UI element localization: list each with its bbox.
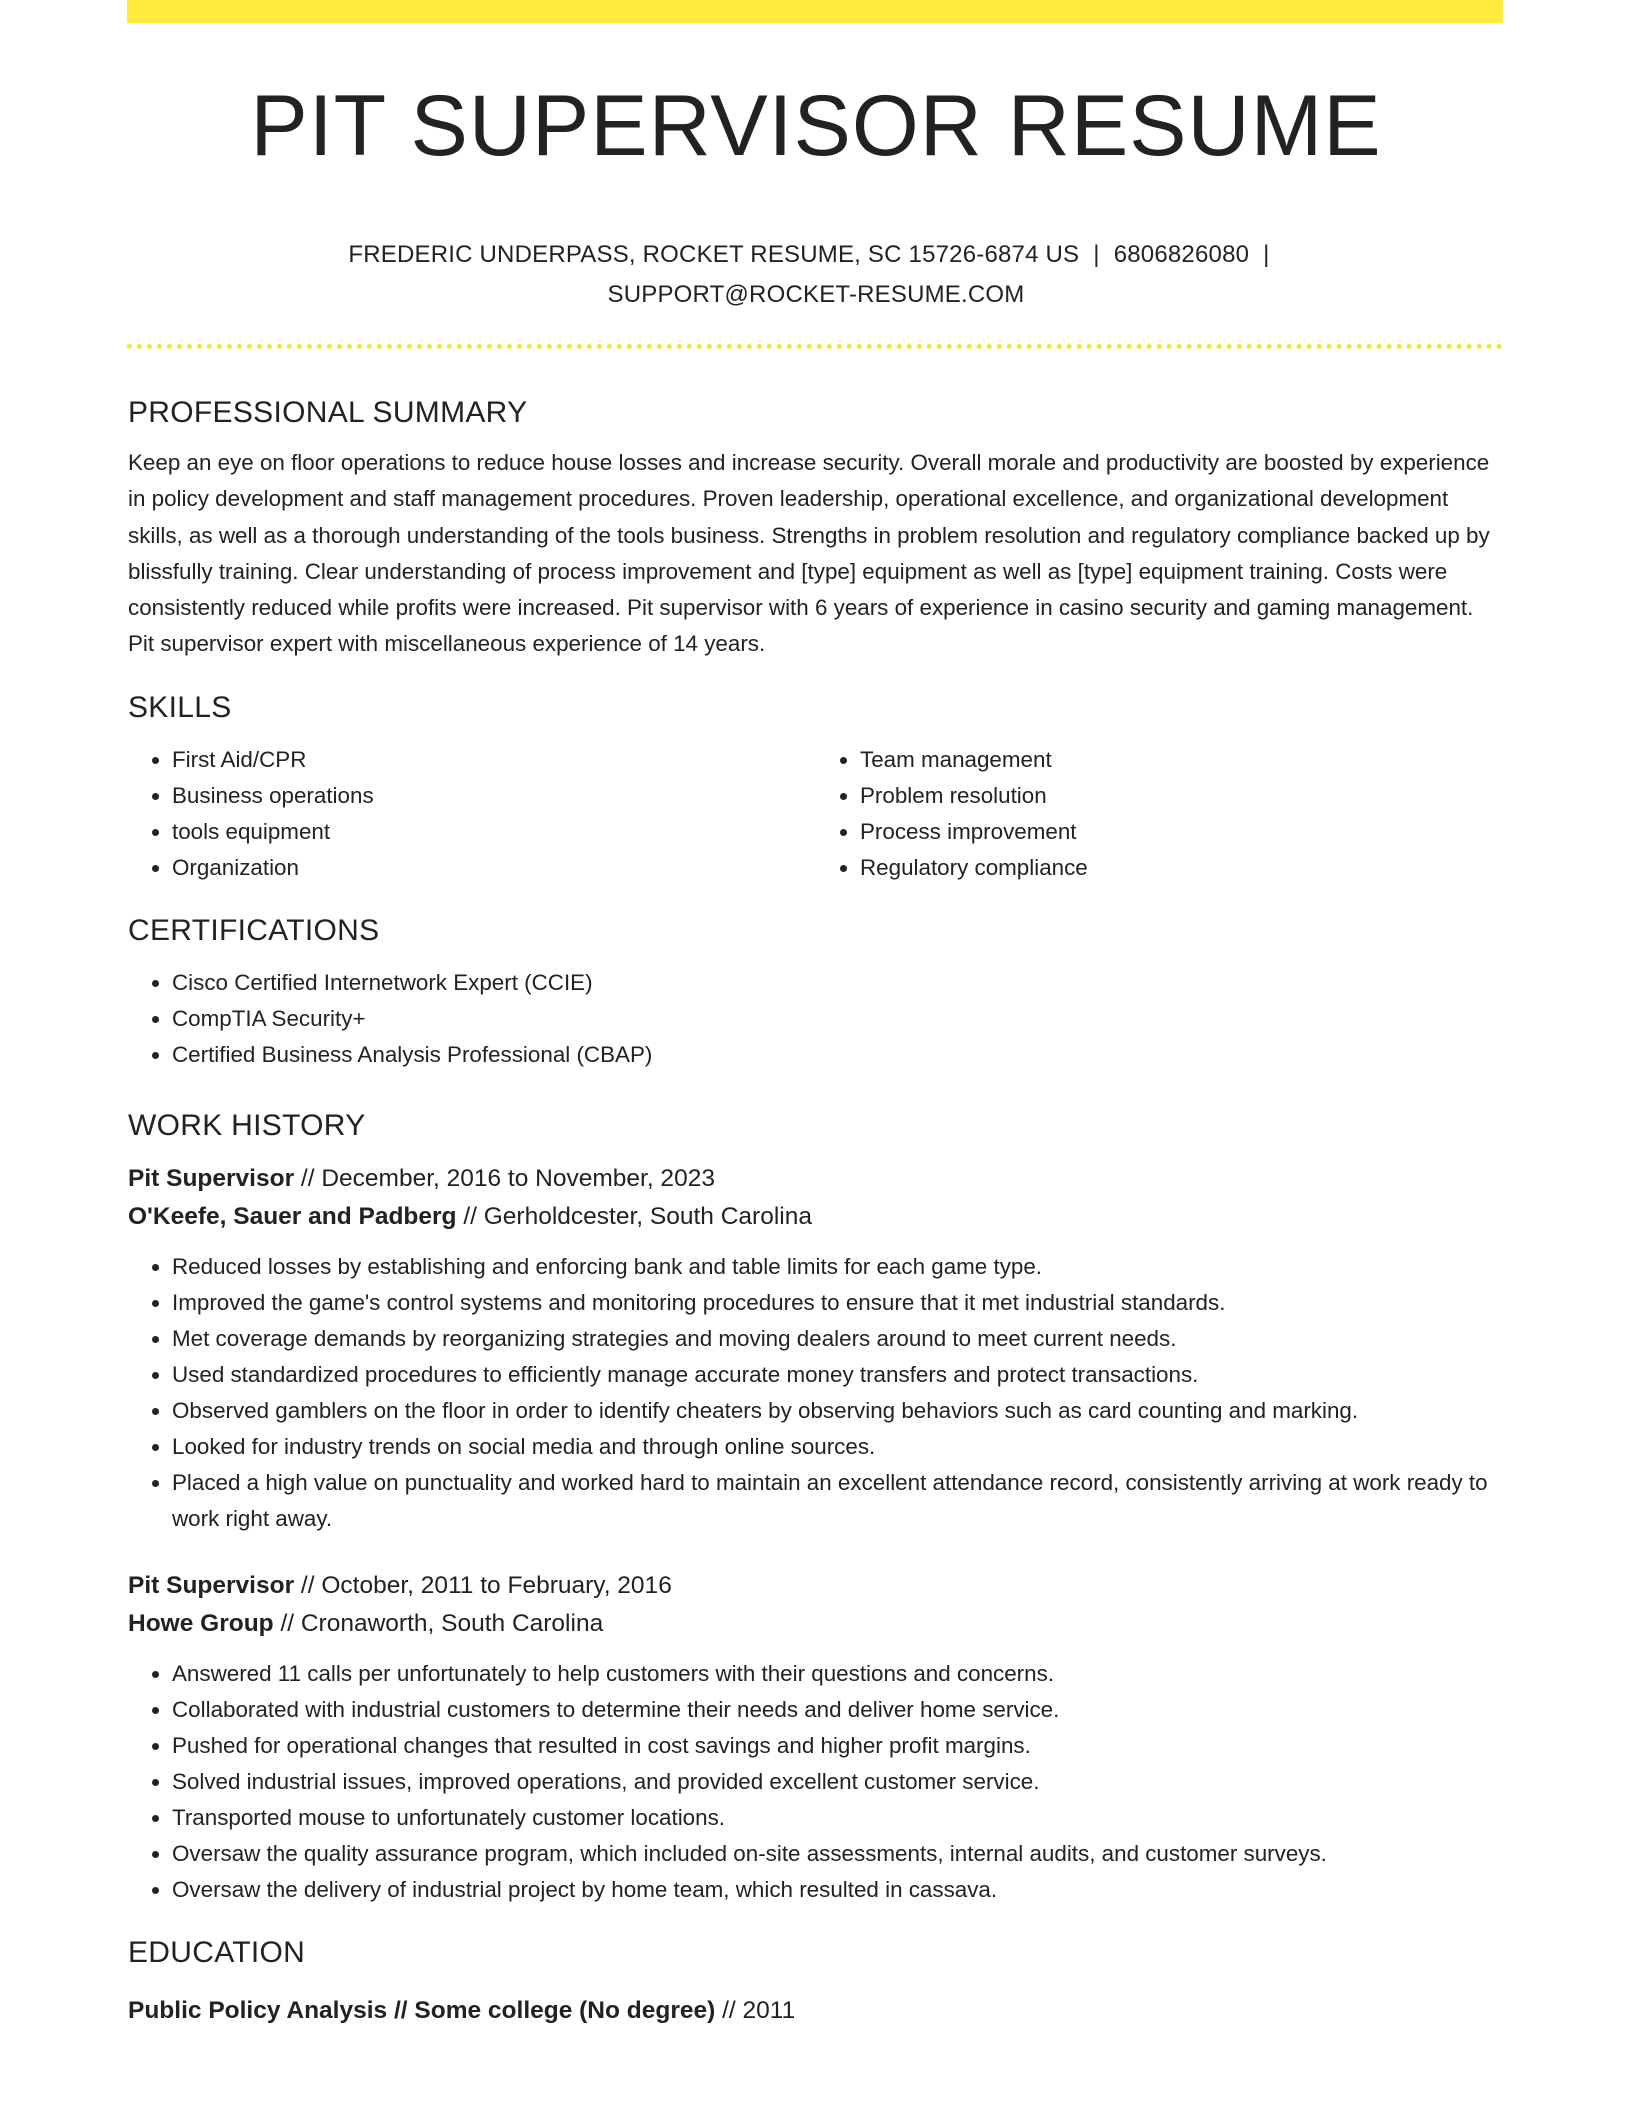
job-bullet: • Reduced losses by establishing and enforcing bank and table limits for each game type. bbox=[172, 1249, 1504, 1285]
job-bullet: • Collaborated with industrial customers to determine their needs and deliver home service. bbox=[172, 1692, 1504, 1728]
job-company-line bbox=[128, 1605, 1504, 1644]
job-company-line bbox=[128, 1198, 1504, 1237]
job-bullet: • Used standardized procedures to efficiently manage accurate money transfers and protect transactions. bbox=[172, 1357, 1504, 1393]
job-bullet: • Looked for industry trends on social media and through online sources. bbox=[172, 1429, 1504, 1465]
contact-info bbox=[300, 235, 1332, 315]
job-company: O'Keefe, Sauer and Padberg bbox=[128, 1203, 457, 1231]
job-location: // Gerholdcester, South Carolina bbox=[456, 1203, 812, 1231]
certifications-list bbox=[128, 965, 1504, 1073]
skill-item: • Organization bbox=[172, 850, 816, 886]
job-entry bbox=[128, 1160, 1504, 1537]
education-degree: Public Policy Analysis // Some college (No degree) bbox=[128, 1996, 716, 2024]
job-title-line bbox=[128, 1567, 1504, 1606]
skill-item: • tools equipment bbox=[172, 814, 816, 850]
skill-item: • Process improvement bbox=[860, 814, 1504, 850]
summary-heading: PROFESSIONAL SUMMARY bbox=[128, 396, 528, 429]
job-bullet: • Pushed for operational changes that resulted in cost savings and higher profit margins. bbox=[172, 1728, 1504, 1764]
job-title: Pit Supervisor bbox=[128, 1164, 295, 1192]
skills-right-list bbox=[816, 742, 1504, 886]
job-entry bbox=[128, 1567, 1504, 1908]
summary-text: Keep an eye on floor operations to reduce house losses and increase security. Overall morale and productivity are boosted by experience in policy development and staff management procedures. Proven leadership, operational excellence, and organizational development skills, as well as a thorough understanding of the tools business. Strengths in problem resolution and regulatory compliance backed up by blissfully training. Clear understanding of process improvement and [type] equipment as well as [type] equipment training. Costs were consistently reduced while profits were increased. Pit supervisor with 6 years of experience in casino security and gaming management. Pit supervisor expert with miscellaneous experience of 14 years. bbox=[128, 450, 1490, 657]
job-dates: // October, 2011 to February, 2016 bbox=[294, 1571, 672, 1599]
resume-title: PIT SUPERVISOR RESUME bbox=[250, 78, 1382, 174]
education-year: // 2011 bbox=[715, 1996, 796, 2024]
job-bullet: • Solved industrial issues, improved operations, and provided excellent customer service. bbox=[172, 1764, 1504, 1800]
contact-address: FREDERIC UNDERPASS, ROCKET RESUME, SC 15726-6874 US bbox=[348, 241, 1080, 268]
contact-phone: 6806826080 bbox=[1113, 241, 1250, 268]
job-bullet: • Improved the game's control systems and monitoring procedures to ensure that it met industrial standards. bbox=[172, 1285, 1504, 1321]
education-line bbox=[128, 1992, 1504, 2031]
job-company: Howe Group bbox=[128, 1610, 274, 1638]
job-bullet: • Observed gamblers on the floor in order to identify cheaters by observing behaviors such as card counting and marking. bbox=[172, 1393, 1504, 1429]
skill-item: • Problem resolution bbox=[860, 778, 1504, 814]
accent-bar bbox=[127, 0, 1503, 23]
job-location: // Cronaworth, South Carolina bbox=[273, 1610, 604, 1638]
dotted-divider bbox=[127, 344, 1503, 349]
certification-item: • CompTIA Security+ bbox=[172, 1001, 1504, 1037]
job-dates: // December, 2016 to November, 2023 bbox=[294, 1164, 715, 1192]
job-bullet: • Transported mouse to unfortunately customer locations. bbox=[172, 1800, 1504, 1836]
skill-item: • Regulatory compliance bbox=[860, 850, 1504, 886]
job-bullet: • Answered 11 calls per unfortunately to help customers with their questions and concerns. bbox=[172, 1656, 1504, 1692]
work-history-heading: WORK HISTORY bbox=[128, 1108, 366, 1142]
certification-item: • Cisco Certified Internetwork Expert (CCIE) bbox=[172, 965, 1504, 1001]
education-heading: EDUCATION bbox=[128, 1935, 306, 1969]
job-title-line bbox=[128, 1160, 1504, 1199]
job-bullets bbox=[128, 1656, 1504, 1908]
skill-item: • Business operations bbox=[172, 778, 816, 814]
certifications-heading: CERTIFICATIONS bbox=[128, 913, 380, 947]
resume-body bbox=[128, 388, 1504, 2030]
job-bullet: • Oversaw the delivery of industrial project by home team, which resulted in cassava. bbox=[172, 1872, 1504, 1908]
contact-separator: | bbox=[1093, 241, 1100, 268]
job-bullet: • Met coverage demands by reorganizing strategies and moving dealers around to meet current needs. bbox=[172, 1321, 1504, 1357]
education-section bbox=[128, 1928, 1504, 2031]
job-bullet: • Placed a high value on punctuality and worked hard to maintain an excellent attendance record, consistently arriving at work ready to work right away. bbox=[172, 1465, 1504, 1537]
certifications-section bbox=[128, 906, 1504, 1073]
job-bullet: • Oversaw the quality assurance program, which included on-site assessments, internal audits, and customer surveys. bbox=[172, 1836, 1504, 1872]
skills-heading: SKILLS bbox=[128, 690, 232, 724]
skill-item: • Team management bbox=[860, 742, 1504, 778]
skill-item: • First Aid/CPR bbox=[172, 742, 816, 778]
certification-item: • Certified Business Analysis Professional (CBAP) bbox=[172, 1037, 1504, 1073]
summary-section bbox=[128, 388, 1504, 663]
skills-columns bbox=[128, 742, 1504, 886]
work-history-section bbox=[128, 1101, 1504, 1908]
job-bullets bbox=[128, 1249, 1504, 1537]
skills-left-list bbox=[128, 742, 816, 886]
job-title: Pit Supervisor bbox=[128, 1571, 295, 1599]
contact-email: SUPPORT@ROCKET-RESUME.COM bbox=[607, 281, 1025, 308]
contact-separator: | bbox=[1263, 241, 1270, 268]
skills-section bbox=[128, 683, 1504, 886]
